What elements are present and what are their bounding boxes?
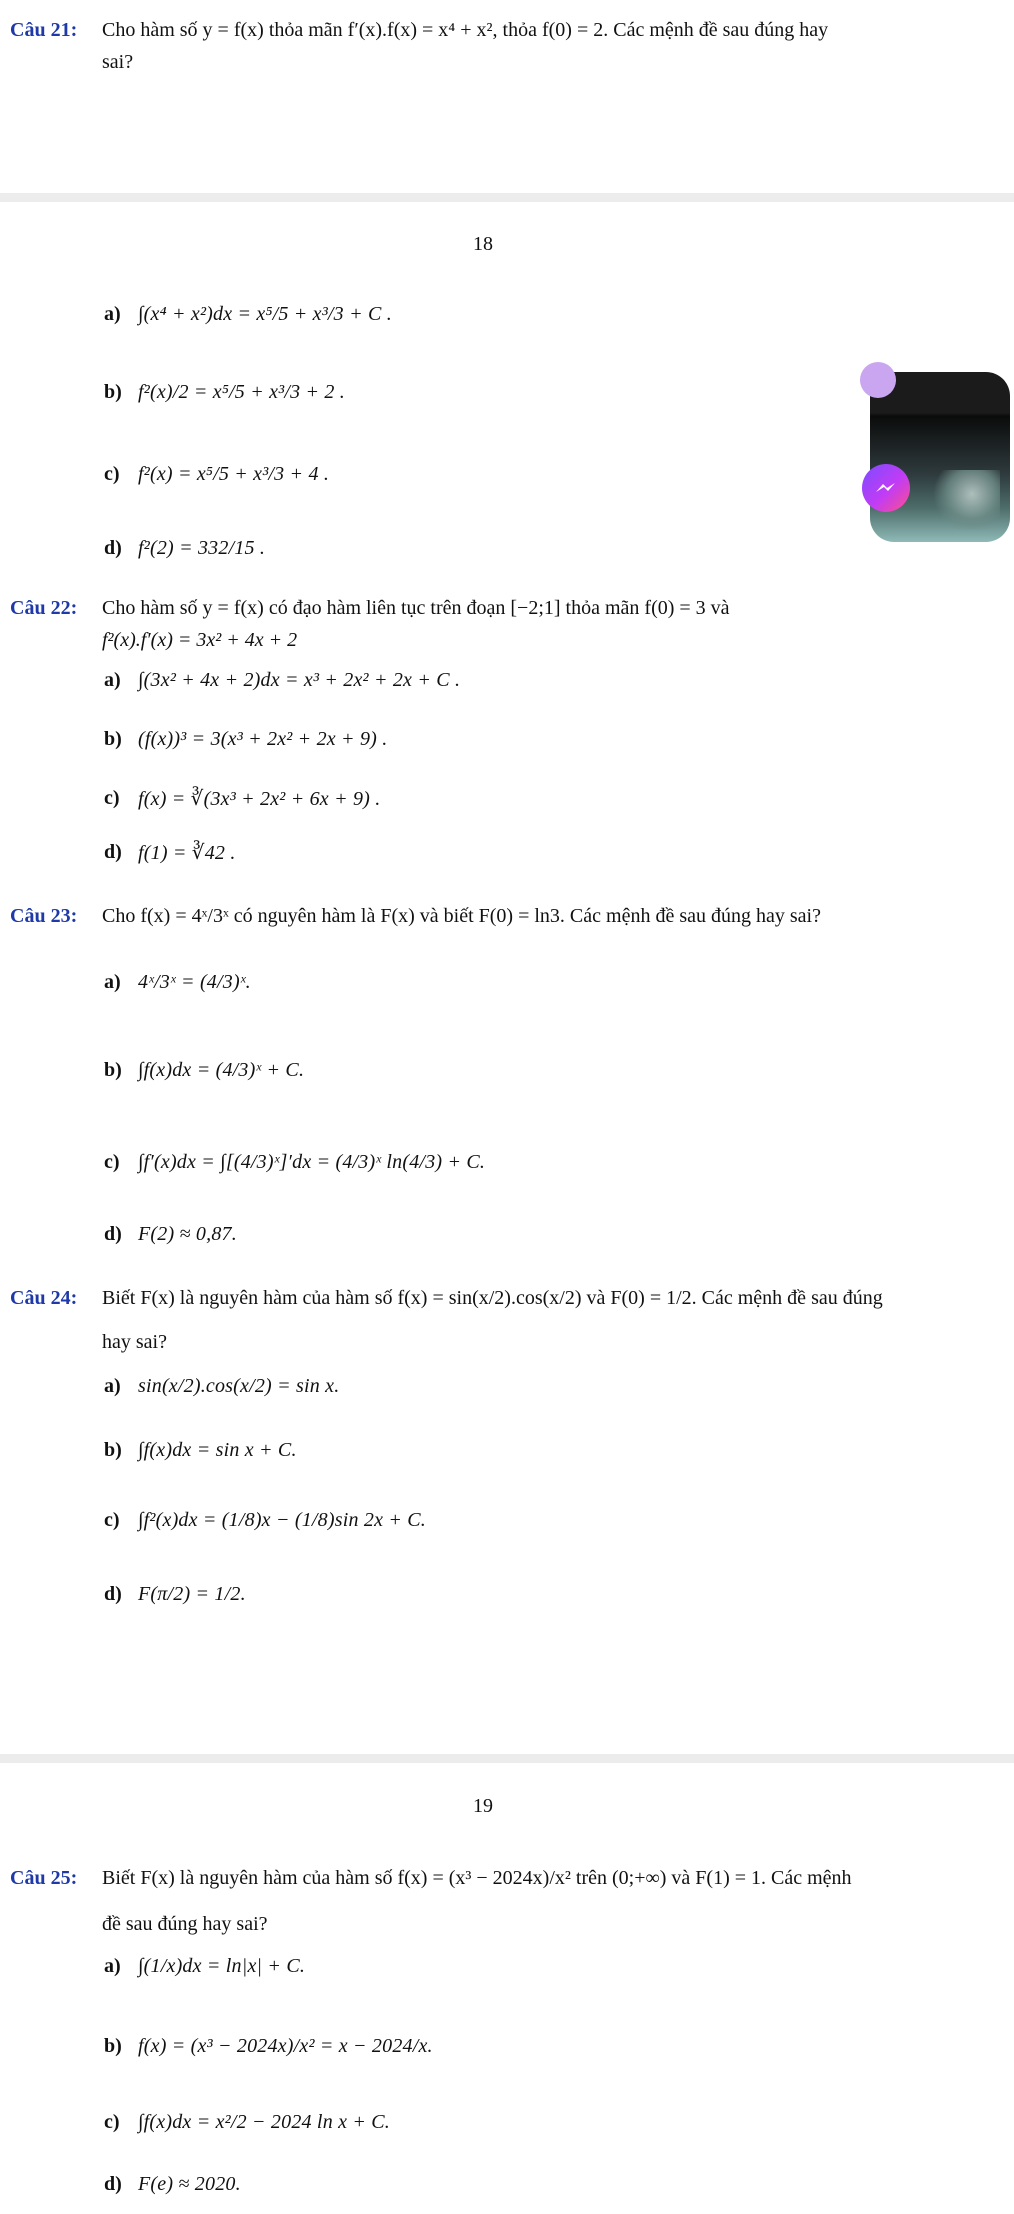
question-text-cont: f²(x).f′(x) = 3x² + 4x + 2: [102, 629, 298, 651]
page-separator: [0, 193, 1014, 202]
question-21: [10, 14, 970, 46]
question-label: Câu 21:: [10, 19, 78, 41]
messenger-icon[interactable]: [862, 464, 910, 512]
question-label: Câu 23:: [10, 905, 78, 927]
option-22a: a) ∫(3x² + 4x + 2)dx = x³ + 2x² + 2x + C .: [104, 668, 461, 691]
question-text: Biết F(x) là nguyên hàm của hàm số f(x) = sin(x/2).cos(x/2) và F(0) = 1/2. Các mệnh đề sau đúng: [102, 1287, 883, 1309]
chat-head-preview[interactable]: [870, 372, 1010, 542]
option-25c: c) ∫f(x)dx = x²/2 − 2024 ln x + C.: [104, 2110, 391, 2133]
avatar[interactable]: [860, 362, 896, 398]
option-21c: c) f²(x) = x⁵/5 + x³/3 + 4 .: [104, 462, 330, 485]
question-text: Cho hàm số y = f(x) thỏa mãn f′(x).f(x) = x⁴ + x², thỏa f(0) = 2. Các mệnh đề sau đúng hay: [102, 19, 829, 41]
option-22c: c) f(x) = ∛(3x³ + 2x² + 6x + 9) .: [104, 786, 381, 810]
option-23a: a) 4ˣ/3ˣ = (4/3)ˣ.: [104, 970, 251, 993]
option-24a: a) sin(x/2).cos(x/2) = sin x.: [104, 1374, 340, 1397]
question-text: Cho hàm số y = f(x) có đạo hàm liên tục trên đoạn [−2;1] thỏa mãn f(0) = 3 và: [102, 597, 730, 619]
page-separator: [0, 1754, 1014, 1763]
option-24c: c) ∫f²(x)dx = (1/8)x − (1/8)sin 2x + C.: [104, 1508, 426, 1531]
option-22d: d) f(1) = ∛42 .: [104, 840, 236, 864]
option-21a: a) ∫(x⁴ + x²)dx = x⁵/5 + x³/3 + C .: [104, 302, 392, 325]
option-23d: d) F(2) ≈ 0,87.: [104, 1222, 237, 1245]
option-21d: d) f²(2) = 332/15 .: [104, 536, 266, 559]
option-25d: d) F(e) ≈ 2020.: [104, 2172, 241, 2195]
question-24: [10, 1282, 970, 1314]
preview-image: [930, 470, 1000, 530]
option-23b: b) ∫f(x)dx = (4/3)ˣ + C.: [104, 1058, 305, 1081]
option-24b: b) ∫f(x)dx = sin x + C.: [104, 1438, 297, 1461]
question-22: [10, 592, 970, 624]
page-number: 18: [473, 233, 493, 255]
option-25b: b) f(x) = (x³ − 2024x)/x² = x − 2024/x.: [104, 2034, 433, 2057]
question-label: Câu 24:: [10, 1287, 78, 1309]
question-23: [10, 900, 970, 932]
option-25a: a) ∫(1/x)dx = ln|x| + C.: [104, 1954, 306, 1977]
page-number: 19: [473, 1795, 493, 1817]
question-text: Biết F(x) là nguyên hàm của hàm số f(x) = (x³ − 2024x)/x² trên (0;+∞) và F(1) = 1. Các mệnh: [102, 1867, 852, 1889]
option-21b: b) f²(x)/2 = x⁵/5 + x³/3 + 2 .: [104, 380, 346, 403]
question-text: Cho f(x) = 4ˣ/3ˣ có nguyên hàm là F(x) và biết F(0) = ln3. Các mệnh đề sau đúng hay sai?: [102, 905, 821, 927]
option-24d: d) F(π/2) = 1/2.: [104, 1582, 246, 1605]
option-22b: b) (f(x))³ = 3(x³ + 2x² + 2x + 9) .: [104, 727, 388, 750]
messenger-bolt-icon: [871, 473, 901, 503]
question-label: Câu 22:: [10, 597, 78, 619]
question-text-cont: sai?: [102, 51, 134, 73]
question-text-cont: đề sau đúng hay sai?: [102, 1913, 268, 1935]
question-label: Câu 25:: [10, 1867, 78, 1889]
question-25: [10, 1862, 970, 1894]
option-23c: c) ∫f′(x)dx = ∫[(4/3)ˣ]′dx = (4/3)ˣ ln(4/3) + C.: [104, 1150, 486, 1173]
question-text-cont: hay sai?: [102, 1331, 167, 1353]
